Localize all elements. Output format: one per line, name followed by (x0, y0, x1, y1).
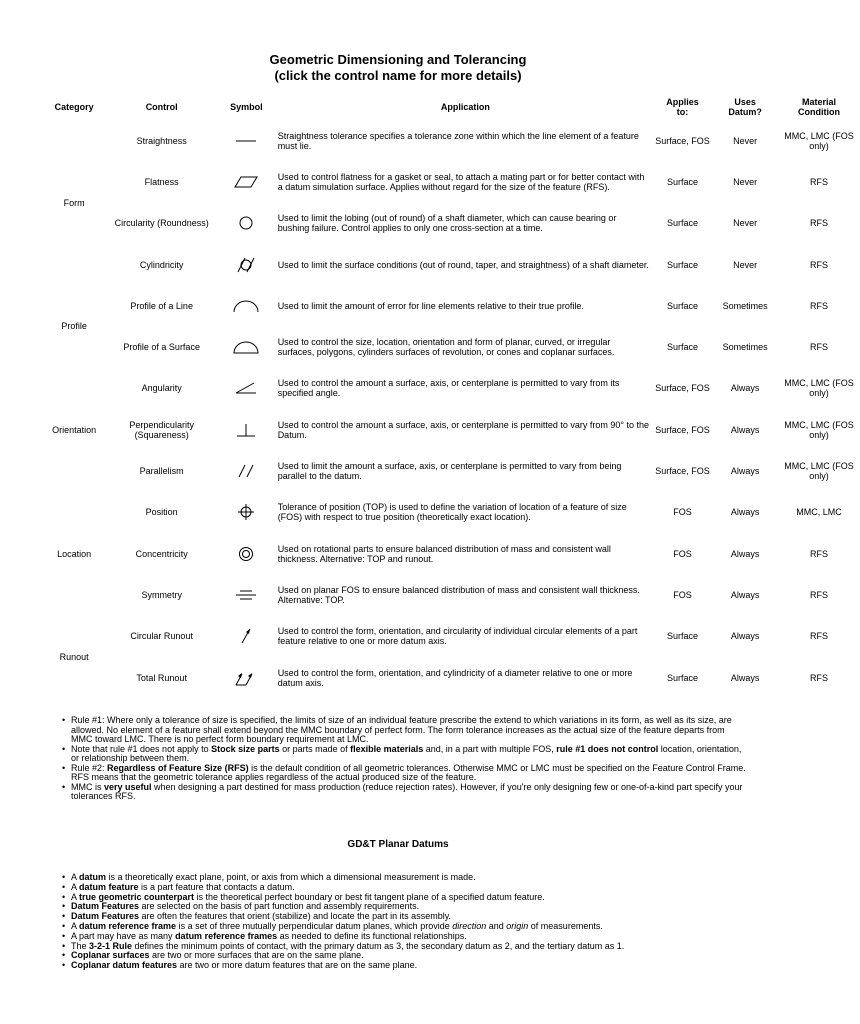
uses-datum-value: Always (730, 424, 760, 435)
material-condition-value: MMC, LMC (FOS only) (784, 419, 854, 440)
flatness-symbol-icon (215, 161, 278, 202)
application-text: Straightness tolerance specifies a tolerance zone within which the line element of a feature must lie. (277, 130, 639, 151)
control-link[interactable]: Profile of a Surface (123, 342, 200, 353)
material-condition-value: RFS (810, 672, 829, 683)
table-row (40, 203, 860, 244)
applies-to-value: Surface, FOS (655, 466, 710, 477)
gdt-table (40, 93, 860, 698)
uses-datum-value: Always (730, 383, 760, 394)
title-line-2: (click the control name for more details) (274, 68, 522, 83)
control-link[interactable]: Perpendicularity (Squareness) (129, 419, 194, 440)
control-link[interactable]: Position (145, 507, 178, 518)
material-condition-value: MMC, LMC (FOS only) (784, 378, 854, 399)
application-text: Used to control the form, orientation, and cylindricity of a diameter relative to one or more datum axis. (277, 667, 633, 688)
material-condition-value: RFS (810, 259, 829, 270)
applies-to-value: Surface (667, 342, 699, 353)
table-row (40, 616, 860, 657)
control-link[interactable]: Flatness (144, 176, 179, 187)
list-item: • Note that rule #1 does not apply to Stock size parts or parts made of flexible materials and, in a part with multiple FOS, rule #1 does not control location, orientation, or relationship between them. (62, 745, 822, 764)
total-runout-symbol-icon (215, 657, 278, 698)
material-condition-value: RFS (810, 342, 829, 353)
applies-to-value: FOS (673, 548, 692, 559)
applies-to-value: Surface, FOS (655, 424, 710, 435)
uses-datum-value: Always (730, 466, 760, 477)
material-condition-value: MMC, LMC (796, 507, 842, 518)
list-item: • A part may have as many datum reference frames as needed to define its functional relationships. (62, 932, 762, 942)
uses-datum-value: Always (730, 589, 760, 600)
profile-line-symbol-icon (215, 285, 278, 326)
control-link[interactable]: Parallelism (139, 466, 184, 477)
list-item: • MMC is very useful when designing a part destined for mass production (reduce rejection rates). However, if you're only designing few or one-of-a-kind part specify your tolerances RFS. (62, 783, 822, 802)
applies-to-value: Surface (667, 631, 699, 642)
section-title: GD&T Planar Datums (347, 839, 449, 850)
header-control: Control (145, 101, 178, 112)
circular-runout-symbol-icon (215, 616, 278, 657)
applies-to-value: Surface (667, 300, 699, 311)
header-applies-to: Applies to: (666, 96, 699, 117)
application-text: Used to control the size, location, orientation and form of planar, curved, or irregular surfaces, polygons, cylinders surfaces of revolution, or cones and coplanar surfaces. (277, 337, 615, 358)
table-row (40, 285, 860, 326)
list-item: • A datum feature is a part feature that contacts a datum. (62, 883, 762, 893)
application-text: Used on rotational parts to ensure balanced distribution of mass and consistent wall thickness. Alternative: TOP and runout. (277, 543, 611, 564)
cylindricity-symbol-icon (215, 244, 278, 285)
category-profile: Profile (61, 321, 87, 332)
category-location: Location (57, 548, 92, 559)
control-link[interactable]: Profile of a Line (130, 300, 193, 311)
position-symbol-icon (215, 492, 278, 533)
circularity-symbol-icon (215, 203, 278, 244)
concentricity-symbol-icon (215, 533, 278, 574)
uses-datum-value: Never (733, 176, 758, 187)
header-symbol: Symbol (230, 101, 263, 112)
header-application: Application (440, 101, 490, 112)
profile-surface-symbol-icon (215, 326, 278, 367)
category-orientation: Orientation (52, 424, 97, 435)
page-title (0, 52, 796, 84)
application-text: Used to limit the lobing (out of round) of a shaft diameter, which can cause bearing or bushing failure. Control applies to only one cross-section at a time. (277, 213, 617, 234)
application-text: Used on planar FOS to ensure balanced distribution of mass and consistent wall thickness. Alternative: TOP. (277, 584, 640, 605)
list-item: • Datum Features are selected on the basis of part function and assembly requirements. (62, 902, 762, 912)
list-item: • Coplanar surfaces are two or more surfaces that are on the same plane. (62, 951, 762, 961)
table-row (40, 574, 860, 615)
uses-datum-value: Never (733, 218, 758, 229)
list-item: • Rule #1: Where only a tolerance of size is specified, the limits of size of an individual feature prescribe the extend to which variations in its form, as well as its size, are allowed. No element of a feature shall extend beyond the MMC boundary of perfect form. The form tolerance increases as the actual size of the feature departs from MMC toward LMC. There is no perfect form boundary requirement at LMC. (62, 716, 822, 745)
applies-to-value: Surface (667, 259, 699, 270)
uses-datum-value: Never (733, 259, 758, 270)
application-text: Used to control the form, orientation, and circularity of individual circular elements of a part feature relative to one or more datum axis. (277, 626, 638, 647)
table-row (40, 657, 860, 698)
uses-datum-value: Always (730, 672, 760, 683)
uses-datum-value: Always (730, 507, 760, 518)
table-row (40, 450, 860, 491)
category-form: Form (63, 197, 85, 208)
title-line-1: Geometric Dimensioning and Tolerancing (269, 52, 527, 67)
material-condition-value: RFS (810, 631, 829, 642)
rules-list (62, 716, 822, 802)
control-link[interactable]: Straightness (136, 135, 187, 146)
table-row (40, 120, 860, 161)
list-item: • Datum Features are often the features that orient (stabilize) and locate the part in its assembly. (62, 912, 762, 922)
applies-to-value: Surface (667, 672, 699, 683)
table-row (40, 244, 860, 285)
list-item: • The 3-2-1 Rule defines the minimum points of contact, with the primary datum as 3, the secondary datum as 2, and the tertiary datum as 1. (62, 942, 762, 952)
control-link[interactable]: Symmetry (141, 589, 182, 600)
material-condition-value: MMC, LMC (FOS only) (784, 461, 854, 482)
list-item: • A datum is a theoretically exact plane, point, or axis from which a dimensional measurement is made. (62, 873, 762, 883)
uses-datum-value: Always (730, 631, 760, 642)
application-text: Tolerance of position (TOP) is used to define the variation of location of a feature of size (FOS) with respect to true position (theoretically exact location). (277, 502, 627, 523)
control-link[interactable]: Circular Runout (130, 631, 193, 642)
parallelism-symbol-icon (215, 450, 278, 491)
list-item: • A datum reference frame is a set of three mutually perpendicular datum planes, which provide direction and origin of measurements. (62, 922, 762, 932)
control-link[interactable]: Angularity (141, 383, 182, 394)
control-link[interactable]: Concentricity (135, 548, 188, 559)
material-condition-value: RFS (810, 176, 829, 187)
uses-datum-value: Always (730, 548, 760, 559)
list-item: • Coplanar datum features are two or more datum features that are on the same plane. (62, 961, 762, 971)
table-row (40, 368, 860, 409)
table-row (40, 409, 860, 450)
category-runout: Runout (59, 651, 89, 662)
control-link[interactable]: Cylindricity (139, 259, 184, 270)
control-link[interactable]: Circularity (Roundness) (114, 218, 209, 229)
table-row (40, 161, 860, 202)
header-uses-datum: Uses Datum? (728, 96, 762, 117)
application-text: Used to control the amount a surface, axis, or centerplane is permitted to vary from its specified angle. (277, 378, 620, 399)
uses-datum-value: Sometimes (722, 300, 768, 311)
list-item: • A true geometric counterpart is the theoretical perfect boundary or best fit tangent plane of a specified datum feature. (62, 893, 762, 903)
applies-to-value: FOS (673, 507, 692, 518)
datums-list (62, 873, 762, 971)
angularity-symbol-icon (215, 368, 278, 409)
applies-to-value: FOS (673, 589, 692, 600)
application-text: Used to limit the amount a surface, axis, or centerplane is permitted to vary from being parallel to the datum. (277, 461, 622, 482)
applies-to-value: Surface, FOS (655, 383, 710, 394)
application-text: Used to control the amount a surface, axis, or centerplane is permitted to vary from 90° to the Datum. (277, 419, 649, 440)
control-link[interactable]: Total Runout (136, 672, 187, 683)
straightness-symbol-icon (215, 120, 278, 161)
application-text: Used to limit the surface conditions (out of round, taper, and straightness) of a shaft diameter. (277, 259, 649, 270)
uses-datum-value: Never (733, 135, 758, 146)
applies-to-value: Surface (667, 218, 699, 229)
list-item: • Rule #2: Regardless of Feature Size (RFS) is the default condition of all geometric tolerances. Otherwise MMC or LMC must be specified on the Feature Control Frame. RFS means that the geometric tolerance applies regardless of the actual produced size of the feature. (62, 764, 822, 783)
table-header-row (40, 93, 860, 120)
table-row (40, 533, 860, 574)
table-row (40, 492, 860, 533)
material-condition-value: RFS (810, 548, 829, 559)
application-text: Used to control flatness for a gasket or seal, to attach a mating part or for better contact with a datum simulation surface. Applies without regard for the size of the feature (RFS). (277, 171, 645, 192)
material-condition-value: RFS (810, 300, 829, 311)
applies-to-value: Surface, FOS (655, 135, 710, 146)
table-row (40, 326, 860, 367)
material-condition-value: RFS (810, 589, 829, 600)
material-condition-value: RFS (810, 218, 829, 229)
applies-to-value: Surface (667, 176, 699, 187)
header-category: Category (54, 101, 94, 112)
uses-datum-value: Sometimes (722, 342, 768, 353)
application-text: Used to limit the amount of error for line elements relative to their true profile. (277, 300, 584, 311)
header-material-condition: Material Condition (798, 96, 841, 117)
symmetry-symbol-icon (215, 574, 278, 615)
material-condition-value: MMC, LMC (FOS only) (784, 130, 854, 151)
perpendicularity-symbol-icon (215, 409, 278, 450)
